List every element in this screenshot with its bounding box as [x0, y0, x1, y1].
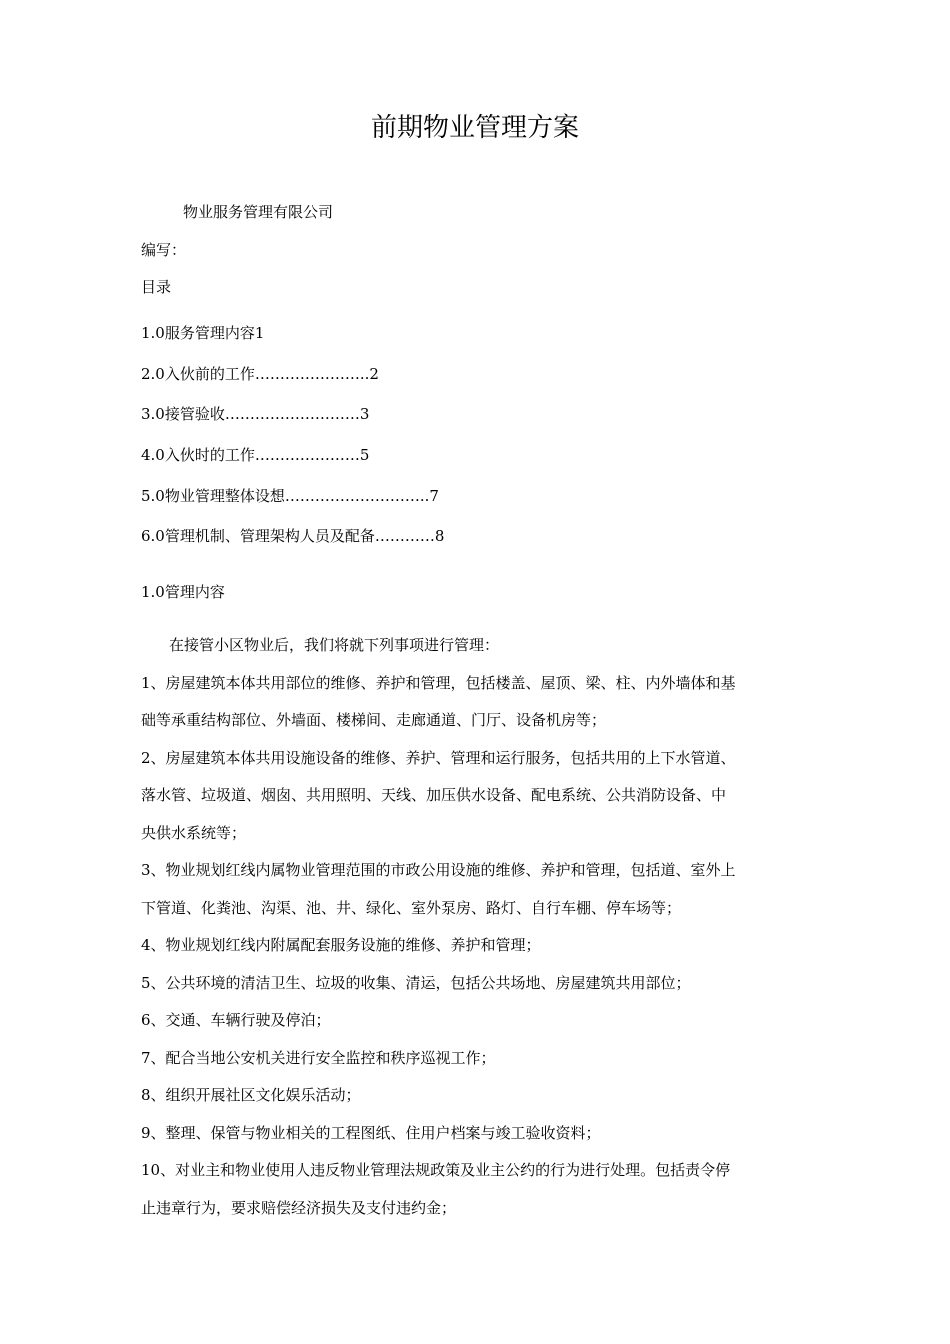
toc-entry: 4.0入伙时的工作…………………5: [141, 446, 370, 464]
body-line: 8、组织开展社区文化娱乐活动；: [141, 1086, 361, 1104]
body-line: 10、对业主和物业使用人违反物业管理法规政策及业主公约的行为进行处理。包括责令停: [141, 1161, 731, 1179]
body-line: 1、房屋建筑本体共用部位的维修、养护和管理，包括楼盖、屋顶、梁、柱、内外墙体和基: [141, 674, 736, 692]
toc-entry: 1.0服务管理内容1: [141, 324, 265, 342]
toc-entry: 3.0接管验收………………………3: [141, 405, 370, 423]
toc-entry: 6.0管理机制、管理架构人员及配备…………8: [141, 527, 445, 545]
document-title: 前期物业管理方案: [370, 113, 579, 143]
toc-heading: 目录: [141, 278, 172, 296]
body-line: 础等承重结构部位、外墙面、楼梯间、走廊通道、门厅、设备机房等；: [141, 711, 607, 729]
body-line: 6、交通、车辆行驶及停泊；: [141, 1011, 331, 1029]
author-label: 编写：: [141, 241, 187, 259]
body-line: 落水管、垃圾道、烟囱、共用照明、天线、加压供水设备、配电系统、公共消防设备、中: [141, 786, 727, 804]
body-line: 下管道、化粪池、沟渠、池、井、绿化、室外泵房、路灯、自行车棚、停车场等；: [141, 899, 682, 917]
body-line: 7、配合当地公安机关进行安全监控和秩序巡视工作；: [141, 1049, 496, 1067]
company-name: 物业服务管理有限公司: [183, 203, 334, 221]
intro-paragraph: 在接管小区物业后，我们将就下列事项进行管理：: [169, 636, 500, 654]
body-line: 5、公共环境的清洁卫生、垃圾的收集、清运，包括公共场地、房屋建筑共用部位；: [141, 974, 691, 992]
section-heading: 1.0管理内容: [141, 583, 225, 601]
toc-entry: 2.0入伙前的工作…………………..2: [141, 365, 379, 383]
body-line: 4、物业规划红线内附属配套服务设施的维修、养护和管理；: [141, 936, 541, 954]
body-line: 央供水系统等；: [141, 824, 247, 842]
body-line: 3、物业规划红线内属物业管理范围的市政公用设施的维修、养护和管理，包括道、室外上: [141, 861, 736, 879]
body-line: 2、房屋建筑本体共用设施设备的维修、养护、管理和运行服务，包括共用的上下水管道、: [141, 749, 736, 767]
body-line: 9、整理、保管与物业相关的工程图纸、住用户档案与竣工验收资料；: [141, 1124, 601, 1142]
body-line: 止违章行为，要求赔偿经济损失及支付违约金；: [141, 1199, 457, 1217]
toc-entry: 5.0物业管理整体设想………………………..7: [141, 487, 439, 505]
